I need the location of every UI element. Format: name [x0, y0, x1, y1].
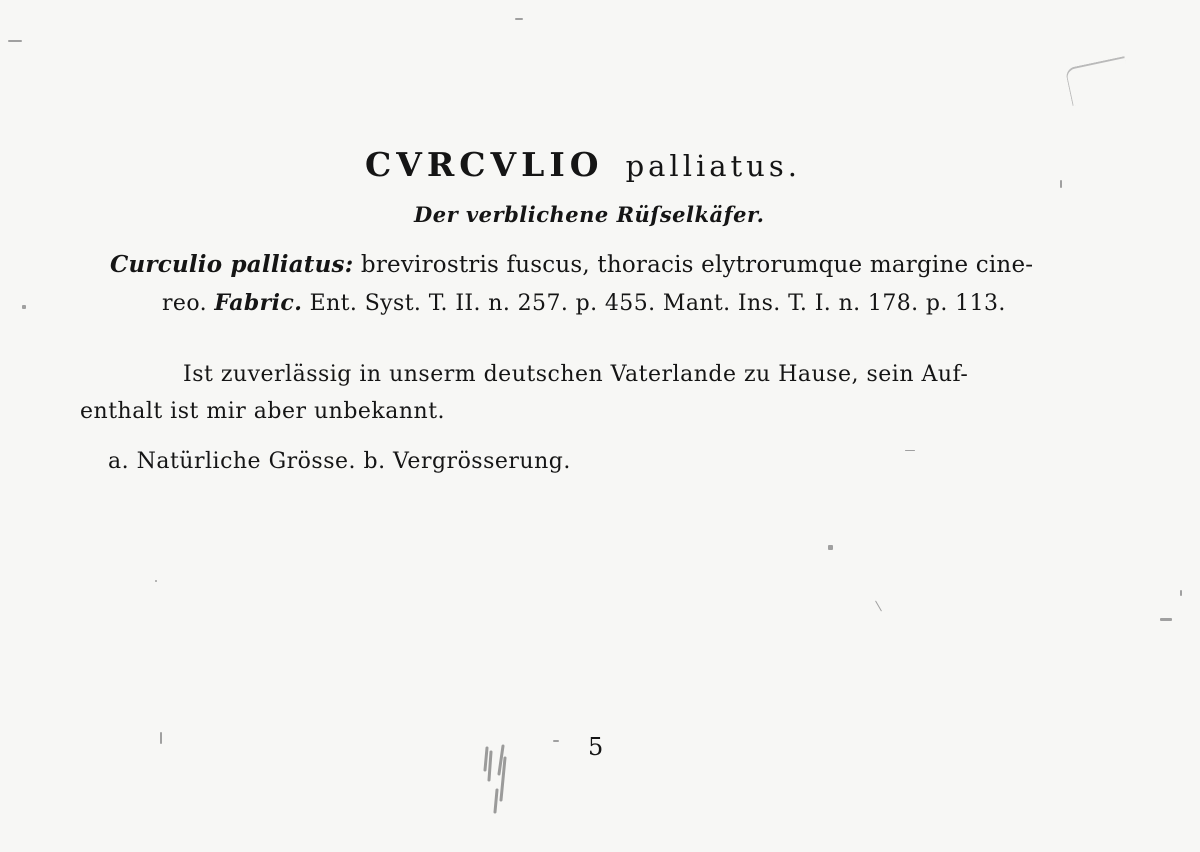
title-species: palliatus.: [625, 149, 801, 183]
diagnosis-line-1: [110, 253, 1033, 277]
diagnosis-reference: Ent. Syst. T. II. n. 257. p. 455. Mant. Ins. T. I. n. 178. p. 113.: [302, 291, 1006, 316]
figure-caption: a. Natürliche Grösse. b. Vergrösserung.: [108, 449, 571, 474]
paper-speck: [155, 580, 157, 582]
paper-speck: [1060, 180, 1062, 188]
page-number: 5: [588, 733, 604, 761]
paper-speck: [1180, 590, 1182, 596]
title-genus: CVRCVLIO: [365, 145, 604, 184]
diagnosis-species-name: Curculio palliatus:: [110, 251, 354, 278]
paper-speck: [22, 305, 26, 309]
page-subtitle: Der verblichene Rüſselkäfer.: [414, 202, 765, 227]
margin-pencil-mark: [1065, 56, 1133, 106]
paper-speck: [828, 545, 833, 550]
body-text-line-2: enthalt ist mir aber unbekannt.: [80, 399, 446, 424]
paper-speck: [8, 40, 22, 42]
ink-stain: [475, 740, 535, 820]
diagnosis-line-2: [162, 292, 1006, 315]
diagnosis-author: Fabric.: [214, 290, 303, 316]
paper-speck: [875, 601, 882, 612]
paper-speck: [1160, 618, 1172, 621]
paper-speck: [515, 18, 523, 20]
paper-speck: [553, 740, 559, 742]
body-text-line-1: Ist zuverlässig in unserm deutschen Vaterlande zu Hause, sein Auf-: [183, 362, 969, 387]
paper-speck: [905, 450, 915, 451]
diagnosis-continuation: reo.: [162, 291, 215, 316]
paper-speck: [160, 732, 162, 744]
diagnosis-description: brevirostris fuscus, thoracis elytrorumque margine cine-: [353, 252, 1034, 278]
page-title: [365, 145, 801, 184]
